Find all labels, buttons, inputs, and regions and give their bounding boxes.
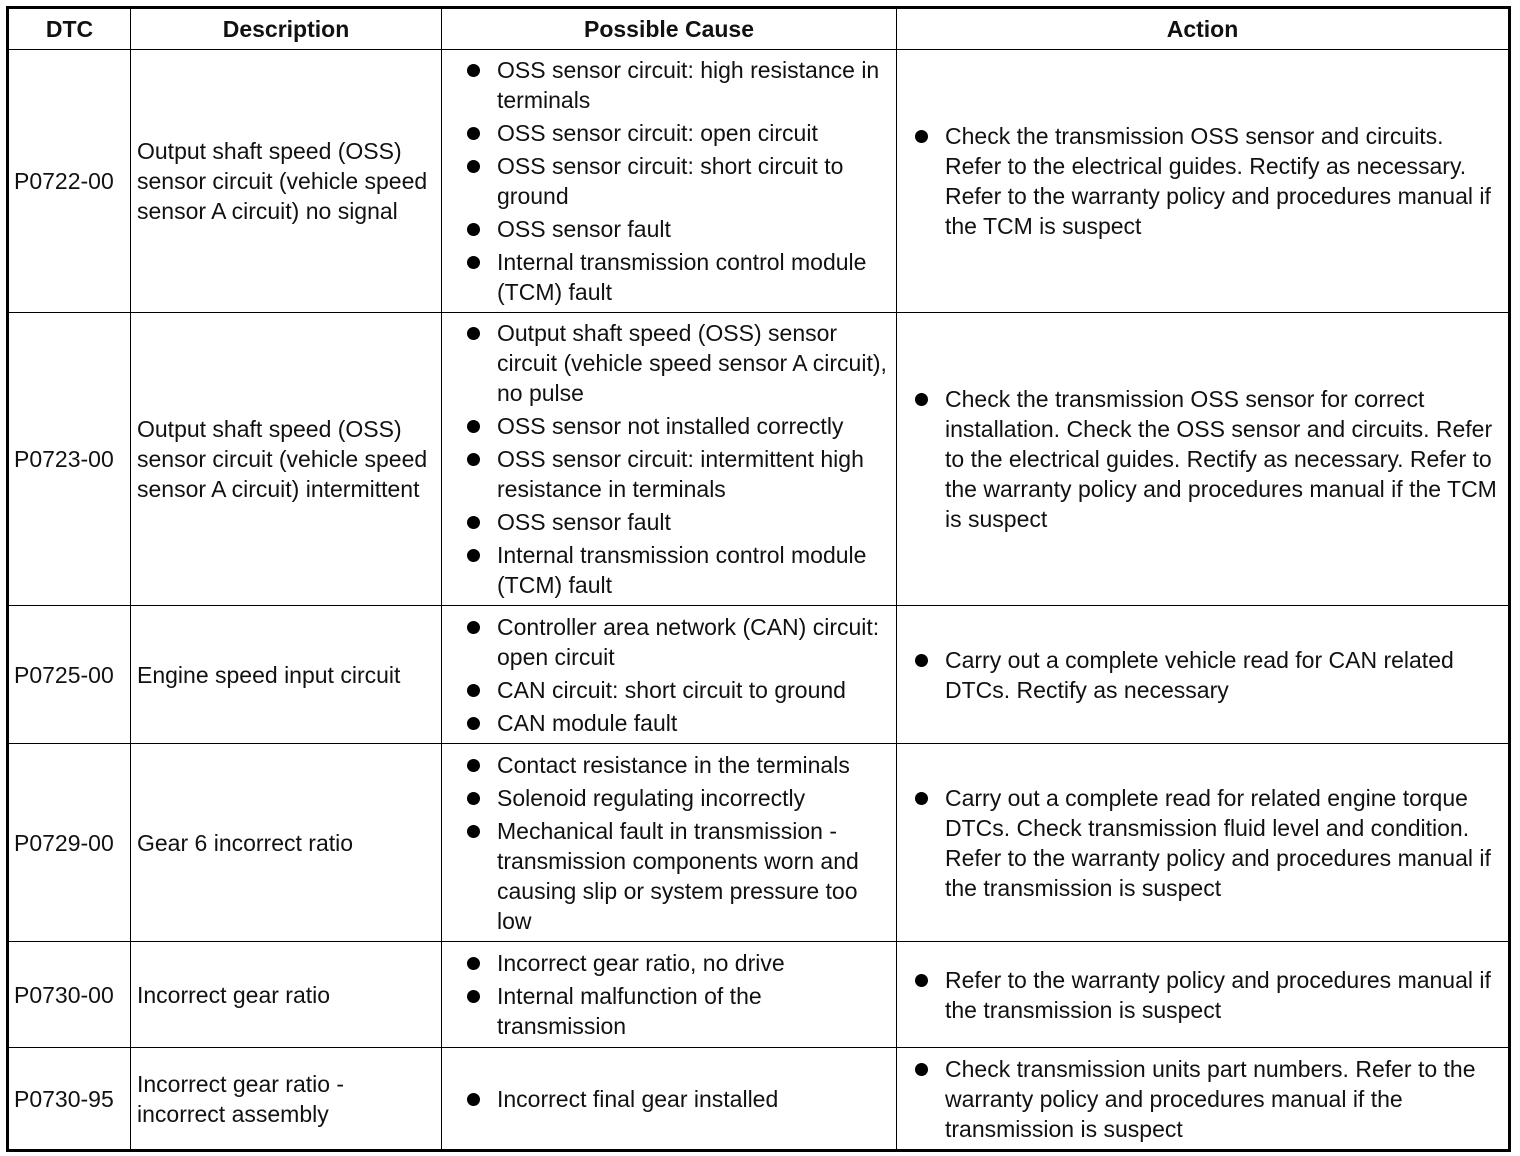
cause-item: Controller area network (CAN) circuit: open circuit (448, 612, 890, 672)
dtc-description: Incorrect gear ratio (131, 942, 442, 1048)
dtc-description: Output shaft speed (OSS) sensor circuit (vehicle speed sensor A circuit) intermittent (131, 313, 442, 606)
cause-item: OSS sensor circuit: open circuit (448, 118, 890, 148)
header-row (8, 8, 1510, 50)
table-row (8, 942, 1510, 1048)
header-action: Action (897, 8, 1510, 50)
cause-item: Contact resistance in the terminals (448, 750, 890, 780)
possible-causes (442, 744, 897, 942)
dtc-code: P0725-00 (8, 606, 131, 744)
actions (897, 606, 1510, 744)
actions (897, 1048, 1510, 1151)
cause-item: Incorrect final gear installed (448, 1084, 890, 1114)
table-row (8, 744, 1510, 942)
actions (897, 50, 1510, 313)
possible-causes (442, 50, 897, 313)
cause-item: Solenoid regulating incorrectly (448, 783, 890, 813)
cause-item: OSS sensor fault (448, 214, 890, 244)
action-item: Check the transmission OSS sensor for correct installation. Check the OSS sensor and circuits. Refer to the electrical guides. Rectify as necessary. Refer to the warranty policy and procedures manual if the TCM is suspect (903, 384, 1502, 534)
dtc-table (6, 6, 1511, 1152)
cause-item: OSS sensor circuit: short circuit to ground (448, 151, 890, 211)
cause-item: Output shaft speed (OSS) sensor circuit (vehicle speed sensor A circuit), no pulse (448, 318, 890, 408)
dtc-description: Gear 6 incorrect ratio (131, 744, 442, 942)
cause-item: OSS sensor not installed correctly (448, 411, 890, 441)
dtc-code: P0723-00 (8, 313, 131, 606)
table-row (8, 50, 1510, 313)
action-item: Refer to the warranty policy and procedures manual if the transmission is suspect (903, 965, 1502, 1025)
table-row (8, 606, 1510, 744)
cause-item: Internal transmission control module (TCM) fault (448, 540, 890, 600)
table-row (8, 313, 1510, 606)
dtc-description: Output shaft speed (OSS) sensor circuit (vehicle speed sensor A circuit) no signal (131, 50, 442, 313)
cause-item: OSS sensor circuit: intermittent high resistance in terminals (448, 444, 890, 504)
cause-item: Internal malfunction of the transmission (448, 981, 890, 1041)
header-description: Description (131, 8, 442, 50)
possible-causes (442, 942, 897, 1048)
cause-item: Mechanical fault in transmission - transmission components worn and causing slip or system pressure too low (448, 816, 890, 936)
dtc-code: P0729-00 (8, 744, 131, 942)
dtc-code: P0722-00 (8, 50, 131, 313)
possible-causes (442, 1048, 897, 1151)
header-possible-cause: Possible Cause (442, 8, 897, 50)
actions (897, 942, 1510, 1048)
action-item: Carry out a complete vehicle read for CAN related DTCs. Rectify as necessary (903, 645, 1502, 705)
possible-causes (442, 606, 897, 744)
possible-causes (442, 313, 897, 606)
header-dtc: DTC (8, 8, 131, 50)
cause-item: CAN module fault (448, 708, 890, 738)
cause-item: OSS sensor circuit: high resistance in terminals (448, 55, 890, 115)
action-item: Check the transmission OSS sensor and circuits. Refer to the electrical guides. Rectify as necessary. Refer to the warranty policy and procedures manual if the TCM is suspect (903, 121, 1502, 241)
cause-item: Incorrect gear ratio, no drive (448, 948, 890, 978)
cause-item: Internal transmission control module (TCM) fault (448, 247, 890, 307)
cause-item: OSS sensor fault (448, 507, 890, 537)
actions (897, 744, 1510, 942)
table-row (8, 1048, 1510, 1151)
dtc-code: P0730-95 (8, 1048, 131, 1151)
dtc-description: Incorrect gear ratio - incorrect assembly (131, 1048, 442, 1151)
actions (897, 313, 1510, 606)
dtc-description: Engine speed input circuit (131, 606, 442, 744)
dtc-code: P0730-00 (8, 942, 131, 1048)
action-item: Check transmission units part numbers. Refer to the warranty policy and procedures manual if the transmission is suspect (903, 1054, 1502, 1144)
action-item: Carry out a complete read for related engine torque DTCs. Check transmission fluid level and condition. Refer to the warranty policy and procedures manual if the transmission is suspect (903, 783, 1502, 903)
cause-item: CAN circuit: short circuit to ground (448, 675, 890, 705)
